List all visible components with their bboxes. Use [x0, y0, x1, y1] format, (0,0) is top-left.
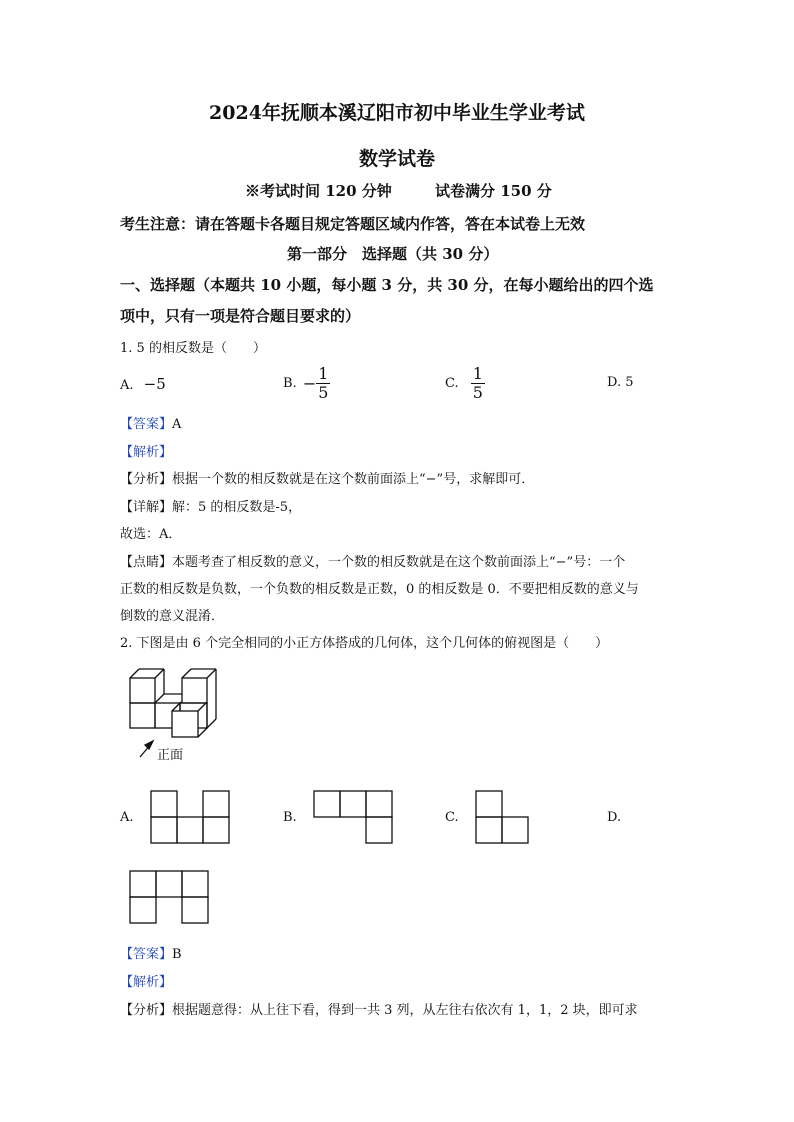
q1-option-b-sign: − [302, 374, 317, 393]
q2-fenxi [120, 999, 638, 1018]
q1-option-c-label: C. [445, 376, 459, 391]
q2-option-a-figure [150, 790, 230, 846]
q2-option-d-figure [129, 870, 209, 926]
q2-option-b-label: B. [283, 810, 297, 825]
q2-option-d-label: D. [607, 810, 622, 825]
section-instruction-line2: 项中，只有一项是符合题目要求的） [120, 307, 361, 325]
q1-stem: 1. 5 的相反数是（ ） [120, 341, 266, 356]
exam-time: ※考试时间 120 分钟 [245, 182, 392, 200]
section-instruction-line1: 一、选择题（本题共 10 小题，每小题 3 分，共 30 分，在每小题给出的四个选 [120, 276, 654, 294]
q1-option-a-value: −5 [143, 375, 166, 393]
q1-option-c-denominator: 5 [472, 383, 483, 402]
q1-option-c-fraction [471, 365, 485, 402]
q2-option-b-figure [313, 790, 393, 846]
q1-answer [120, 413, 181, 432]
q1-option-a-label: A. [120, 378, 134, 393]
q1-option-b-fraction [316, 365, 330, 402]
q1-xiangjie-tag: 【详解】 [120, 500, 173, 515]
q1-answer-tag: 【答案】 [120, 417, 173, 432]
q2-fenxi-tag: 【分析】 [120, 1003, 173, 1018]
full-score: 试卷满分 150 分 [435, 182, 552, 200]
q2-option-c-figure [475, 790, 531, 846]
q1-option-c [445, 365, 485, 402]
q2-answer [120, 943, 182, 962]
exam-title: 2024年抚顺本溪辽阳市初中毕业生学业考试 [209, 102, 585, 124]
q1-option-a [120, 375, 166, 393]
q1-fenxi-tag: 【分析】 [120, 472, 173, 487]
q2-stem: 2. 下图是由 6 个完全相同的小正方体搭成的几何体，这个几何体的俯视图是（ ） [120, 636, 609, 651]
q1-option-b-denominator: 5 [318, 383, 329, 402]
q1-dianjing-tag: 【点睛】 [120, 555, 173, 570]
q1-option-b-label: B. [283, 376, 297, 391]
exam-notice: 考生注意：请在答题卡各题目规定答题区域内作答，答在本试卷上无效 [120, 215, 586, 233]
q1-fenxi [120, 468, 534, 487]
q2-fenxi-text: 根据题意得：从上往下看，得到一共 3 列，从左往右依次有 1，1，2 块，即可求 [172, 1003, 638, 1018]
q1-xiangjie [120, 496, 301, 515]
q1-analysis-tag: 【解析】 [120, 445, 173, 460]
q1-answer-value: A [172, 417, 182, 432]
q2-option-a-label: A. [120, 810, 134, 825]
q2-analysis-tag: 【解析】 [120, 975, 173, 990]
q2-answer-value: B [172, 947, 182, 962]
q1-dianjing-line2: 正数的相反数是负数，一个负数的相反数是正数，0 的相反数是 0．不要把相反数的意义与 [120, 582, 639, 597]
q1-option-c-numerator: 1 [472, 364, 483, 383]
q1-dianjing-line3: 倒数的意义混淆． [120, 609, 225, 624]
q1-option-b-numerator: 1 [318, 364, 329, 383]
q1-option-d: D. 5 [607, 375, 634, 390]
q2-front-label: 正面 [157, 748, 184, 763]
q2-option-c-label: C. [445, 810, 459, 825]
q2-answer-tag: 【答案】 [120, 947, 173, 962]
q1-fenxi-text: 根据一个数的相反数就是在这个数前面添上“−”号，求解即可． [172, 472, 535, 487]
q1-option-b [283, 365, 330, 402]
q1-dianjing-line1 [120, 551, 625, 570]
q1-choice: 故选：A． [120, 527, 182, 542]
q1-dianjing-text1: 本题考查了相反数的意义，一个数的相反数就是在这个数前面添上“−”号：一个 [172, 555, 626, 570]
section-part-title: 第一部分 选择题（共 30 分） [287, 245, 499, 263]
exam-subtitle: 数学试卷 [358, 148, 435, 170]
q1-xiangjie-text: 解：5 的相反数是-5， [172, 500, 302, 515]
